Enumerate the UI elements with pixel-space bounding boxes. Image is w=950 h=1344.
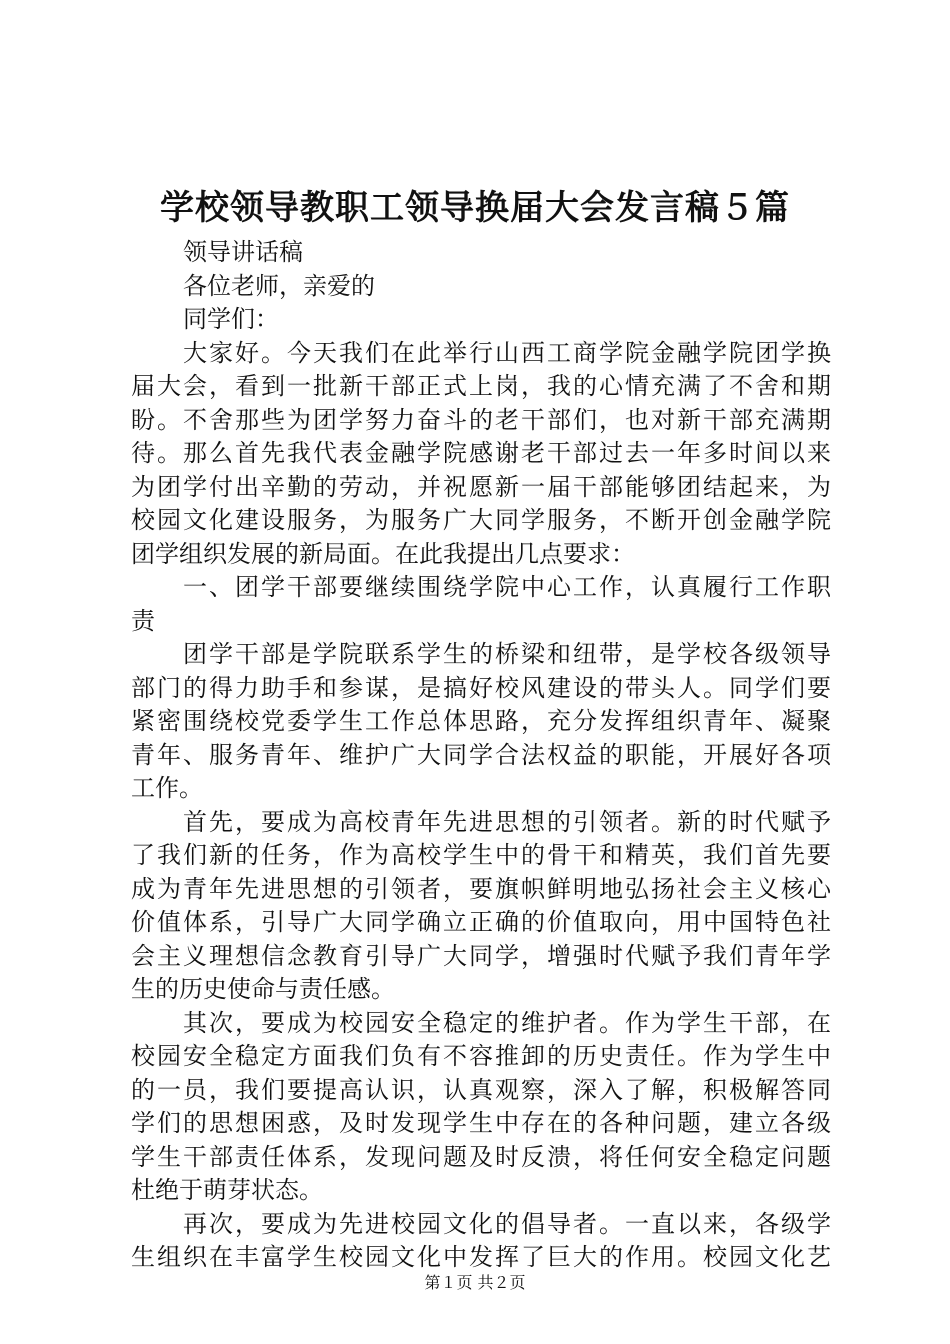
- section-heading-line: 责: [131, 606, 155, 635]
- paragraph-line: 校园安全稳定方面我们负有不容推卸的历史责任。作为学生中: [131, 1042, 831, 1070]
- paragraph-line: 学生干部责任体系，发现问题及时反溃，将任何安全稳定问题: [131, 1142, 831, 1171]
- paragraph-line: 再次，要成为先进校园文化的倡导者。一直以来，各级学: [183, 1209, 831, 1238]
- paragraph-line: 团学组织发展的新局面。在此我提出几点要求：: [131, 539, 635, 568]
- document-body: [131, 236, 831, 1275]
- header-line-greeting: 各位老师，亲爱的: [183, 271, 375, 300]
- header-line-audience: 同学们：: [183, 305, 279, 333]
- paragraph-line: 大家好。今天我们在此举行山西工商学院金融学院团学换: [183, 338, 831, 367]
- paragraph-line: 生组织在丰富学生校园文化中发挥了巨大的作用。校园文化艺: [131, 1243, 831, 1271]
- paragraph-line: 盼。不舍那些为团学努力奋斗的老干部们，也对新干部充满期: [131, 405, 831, 434]
- paragraph-line: 待。那么首先我代表金融学院感谢老干部过去一年多时间以来: [131, 439, 831, 467]
- paragraph-line: 紧密围绕校党委学生工作总体思路，充分发挥组织青年、凝聚: [131, 707, 831, 735]
- paragraph-line: 学们的思想困惑，及时发现学生中存在的各种问题，建立各级: [131, 1109, 831, 1137]
- paragraph-line: 青年、服务青年、维护广大同学合法权益的职能，开展好各项: [131, 740, 831, 769]
- paragraph-line: 首先，要成为高校青年先进思想的引领者。新的时代赋予: [183, 807, 831, 836]
- paragraph-line: 团学干部是学院联系学生的桥梁和纽带，是学校各级领导: [183, 640, 831, 668]
- paragraph-line: 了我们新的任务，作为高校学生中的骨干和精英，我们首先要: [131, 841, 831, 869]
- page-footer: 第１页 共２页: [424, 1273, 526, 1292]
- paragraph-line: 杜绝于萌芽状态。: [131, 1176, 323, 1204]
- paragraph-line: 工作。: [131, 774, 203, 802]
- paragraph-line: 会主义理想信念教育引导广大同学，增强时代赋予我们青年学: [131, 941, 831, 970]
- paragraph-line: 生的历史使命与责任感。: [131, 975, 395, 1003]
- paragraph-line: 其次，要成为校园安全稳定的维护者。作为学生干部，在: [183, 1008, 831, 1037]
- paragraph-line: 校园文化建设服务，为服务广大同学服务，不断开创金融学院: [131, 506, 831, 534]
- paragraph-line: 成为青年先进思想的引领者，要旗帜鲜明地弘扬社会主义核心: [131, 874, 831, 903]
- section-heading-line: 一、团学干部要继续围绕学院中心工作，认真履行工作职: [183, 573, 831, 601]
- paragraph-line: 的一员，我们要提高认识，认真观察，深入了解，积极解答同: [131, 1075, 831, 1104]
- document-title: 学校领导教职工领导换届大会发言稿５篇: [160, 188, 790, 228]
- paragraph-line: 价值体系，引导广大同学确立正确的价值取向，用中国特色社: [131, 908, 831, 936]
- paragraph-line: 部门的得力助手和参谋，是搞好校风建设的带头人。同学们要: [131, 673, 831, 702]
- header-line-category: 领导讲话稿: [183, 238, 303, 266]
- paragraph-line: 届大会，看到一批新干部正式上岗，我的心情充满了不舍和期: [131, 372, 831, 400]
- paragraph-line: 为团学付出辛勤的劳动，并祝愿新一届干部能够团结起来，为: [131, 472, 831, 501]
